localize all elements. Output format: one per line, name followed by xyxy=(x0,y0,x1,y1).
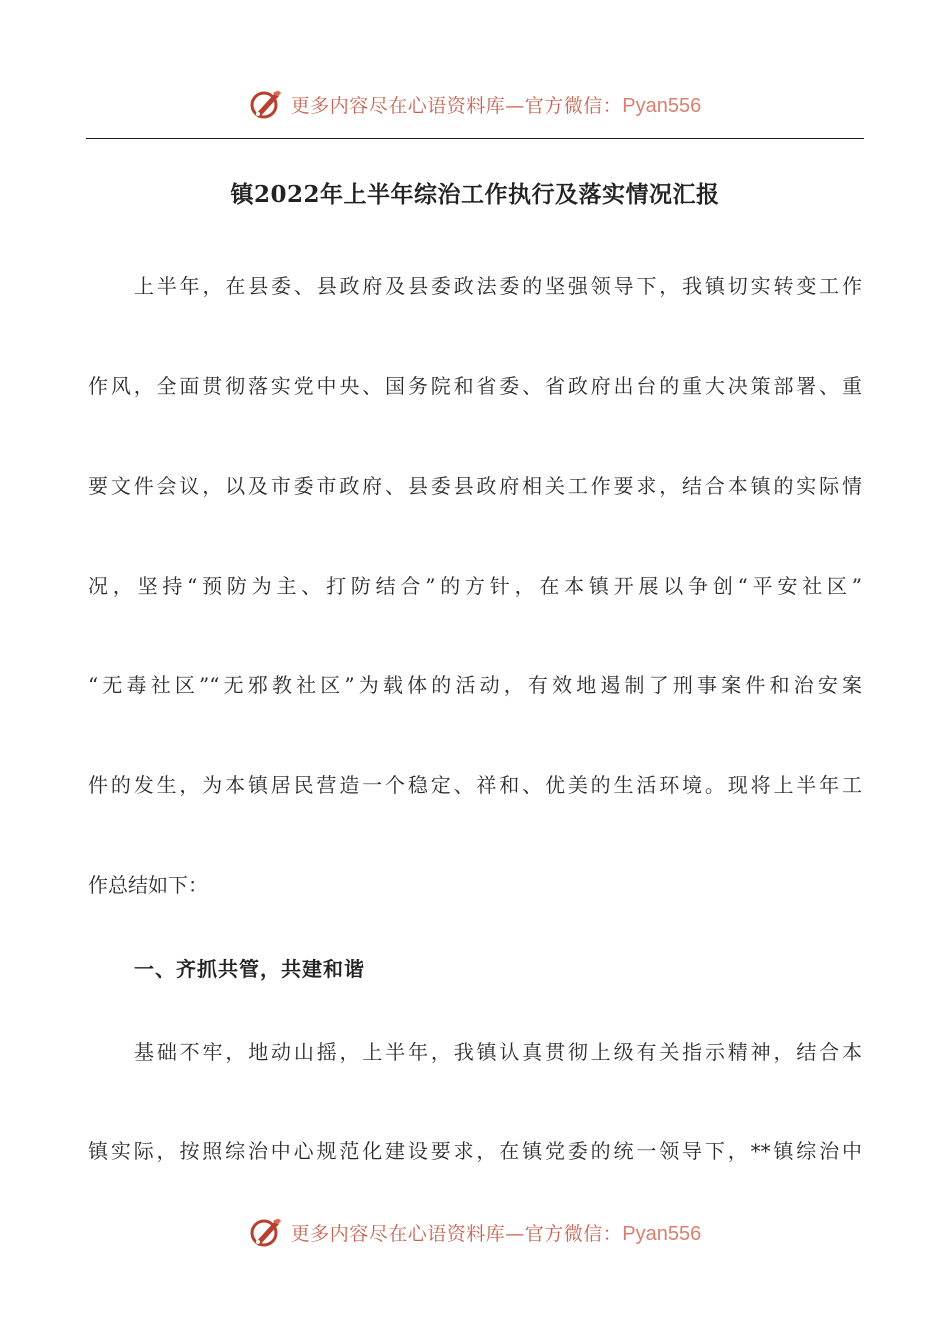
paragraph-line: 作总结如下： xyxy=(88,873,208,897)
pen-logo-icon xyxy=(249,1215,283,1249)
brand-slogan: 更多内容尽在心语资料库—官方微信： xyxy=(290,94,623,117)
paragraph-line: 镇实际，按照综治中心规范化建设要求，在镇党委的统一领导下，**镇综治中 xyxy=(88,1139,862,1163)
paragraph-line: “无毒社区”“无邪教社区”为载体的活动，有效地遏制了刑事案件和治安案 xyxy=(88,673,862,697)
paragraph-line: 上半年，在县委、县政府及县委政法委的坚强领导下，我镇切实转变工作 xyxy=(134,274,862,298)
brand-wechat-id: Pyan556 xyxy=(622,1222,702,1245)
pen-logo-icon xyxy=(249,87,283,121)
paragraph-line: 件的发生，为本镇居民营造一个稳定、祥和、优美的生活环境。现将上半年工 xyxy=(88,773,862,797)
brand-slogan: 更多内容尽在心语资料库—官方微信： xyxy=(290,1222,623,1245)
document-title: 镇2022年上半年综治工作执行及落实情况汇报 xyxy=(230,181,720,208)
header-rule xyxy=(86,138,864,139)
brand-text xyxy=(291,91,701,118)
section-heading: 一、齐抓共管，共建和谐 xyxy=(134,957,365,981)
paragraph-line: 作风，全面贯彻落实党中央、国务院和省委、省政府出台的重大决策部署、重 xyxy=(88,374,862,398)
footer-brand xyxy=(0,1212,950,1252)
paragraph-line: 要文件会议，以及市委市政府、县委县政府相关工作要求，结合本镇的实际情 xyxy=(88,474,862,498)
brand-text xyxy=(291,1219,701,1246)
brand-wechat-id: Pyan556 xyxy=(622,94,702,117)
header-brand xyxy=(0,84,950,124)
paragraph-line: 况，坚持“预防为主、打防结合”的方针，在本镇开展以争创“平安社区” xyxy=(88,574,862,598)
paragraph-line: 基础不牢，地动山摇，上半年，我镇认真贯彻上级有关指示精神，结合本 xyxy=(134,1040,862,1064)
